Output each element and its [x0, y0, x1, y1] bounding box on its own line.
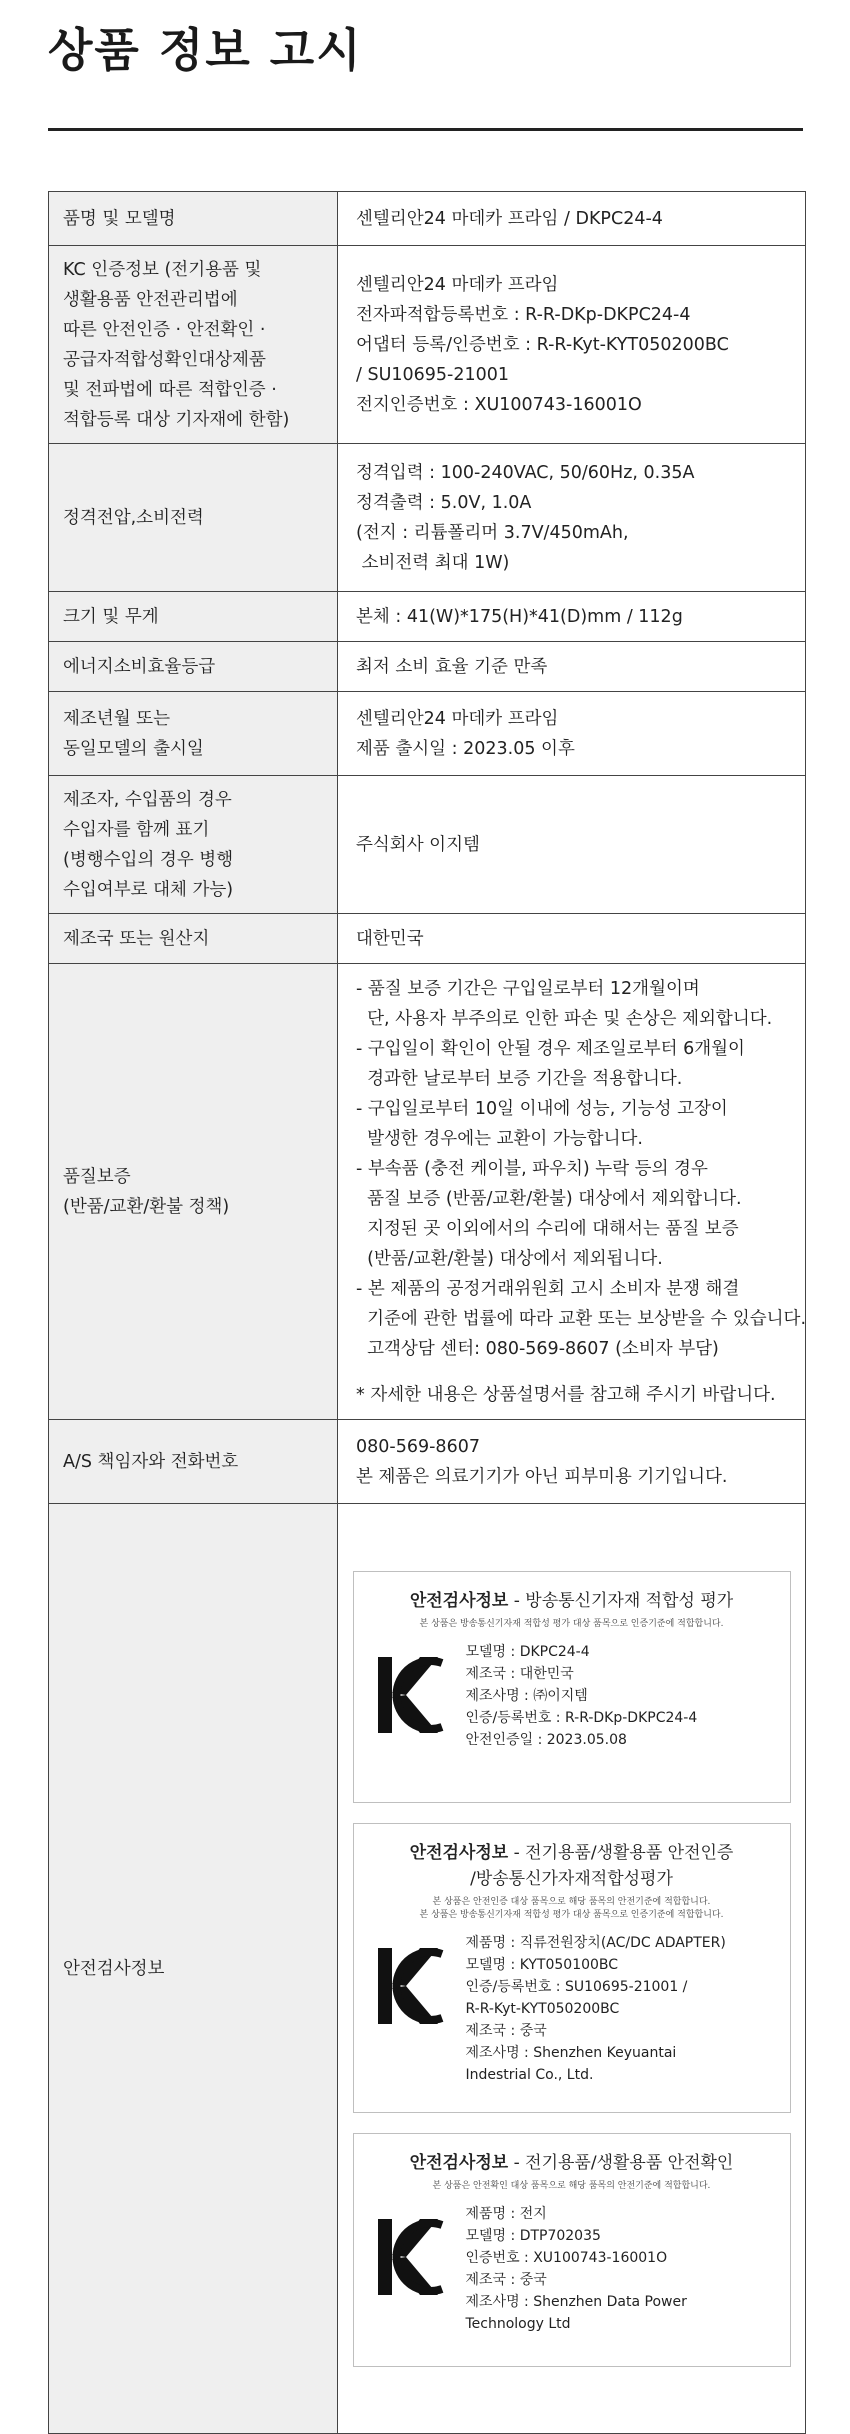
row-label: 안전검사정보	[49, 1504, 338, 2434]
table-row	[49, 642, 806, 692]
product-info-table	[48, 191, 806, 2434]
row-label: 제조국 또는 원산지	[49, 914, 338, 964]
row-value: 본체 : 41(W)*175(H)*41(D)mm / 112g	[338, 592, 806, 642]
row-label: 제조년월 또는 동일모델의 출시일	[49, 692, 338, 776]
row-value: 센텔리안24 마데카 프라임 제품 출시일 : 2023.05 이후	[338, 692, 806, 776]
row-value: 정격입력 : 100-240VAC, 50/60Hz, 0.35A 정격출력 : 5.0V, 1.0A (전지 : 리튬폴리머 3.7V/450mAh, 소비전력 최대 1W)	[338, 444, 806, 592]
kc-mark-icon	[376, 1940, 444, 2032]
row-value: 최저 소비 효율 기준 만족	[338, 642, 806, 692]
kc-mark-icon	[376, 2211, 444, 2303]
row-label: 제조자, 수입품의 경우 수입자를 함께 표기 (병행수입의 경우 병행 수입여부로 대체 가능)	[49, 776, 338, 914]
row-label: 에너지소비효율등급	[49, 642, 338, 692]
row-label: 정격전압,소비전력	[49, 444, 338, 592]
row-label: 크기 및 무게	[49, 592, 338, 642]
page-title: 상품 정보 고시	[48, 23, 363, 77]
row-label: 품질보증 (반품/교환/환불 정책)	[49, 964, 338, 1420]
table-row	[49, 246, 806, 444]
table-row	[49, 592, 806, 642]
table-row	[49, 1504, 806, 2434]
safety-card-broadcast: 안전검사정보 - 방송통신기자재 적합성 평가 본 상품은 방송통신기자재 적합성 평가 대상 품목으로 인증기준에 적합합니다. 모델명 : DKPC24-4 제조국 : 대한민국 제조사명 : ㈜이지템 인증/등록번호 : R-R-DKp-DKPC24-4 안전인증일 : 2023.05.08	[353, 1571, 791, 1803]
row-value: 080-569-8607 본 제품은 의료기기가 아닌 피부미용 기기입니다.	[338, 1420, 806, 1504]
quality-note: * 자세한 내용은 상품설명서를 참고해 주시기 바랍니다.	[356, 1384, 776, 1405]
quality-policy: - 품질 보증 기간은 구입일로부터 12개월이며 단, 사용자 부주의로 인한 파손 및 손상은 제외합니다. - 구입일이 확인이 안될 경우 제조일로부터 6개월이 경과한 날로부터 보증 기간을 적용합니다. - 구입일로부터 10일 이내에 성능, 기능성 고장이 발생한 경우에는 교환이 가능합니다. - 부속품 (충전 케이블, 파우치) 누락 등의 경우 품질 보증 (반품/교환/환불) 대상에서 제외합니다. 지정된 곳 이외에서의 수리에 대해서는 품질 보증 (반품/교환/환불) 대상에서 제외됩니다. - 본 제품의 공정거래위원회 고시 소비자 분쟁 해결 기준에 관한 법률에 따라 교환 또는 보상받을 수 있습니다. 고객상담 센터: 080-569-8607 (소비자 부담) * 자세한 내용은 상품설명서를 참고해 주시기 바랍니다.	[338, 964, 806, 1420]
table-row	[49, 192, 806, 246]
table-row	[49, 964, 806, 1420]
table-row	[49, 444, 806, 592]
row-value: 주식회사 이지템	[338, 776, 806, 914]
row-value: 센텔리안24 마데카 프라임 전자파적합등록번호 : R-R-DKp-DKPC24-4 어댑터 등록/인증번호 : R-R-Kyt-KYT050200BC / SU10695-21001 전지인증번호 : XU100743-16001O	[338, 246, 806, 444]
table-row	[49, 1420, 806, 1504]
table-row	[49, 692, 806, 776]
row-value: 대한민국	[338, 914, 806, 964]
title-divider	[48, 128, 803, 131]
kc-mark-icon	[376, 1649, 444, 1741]
row-label: 품명 및 모델명	[49, 192, 338, 246]
safety-card-battery: 안전검사정보 - 전기용품/생활용품 안전확인 본 상품은 안전확인 대상 품목으로 해당 품목의 안전기준에 적합합니다. 제품명 : 전지 모델명 : DTP702035 인증번호 : XU100743-16001O 제조국 : 중국 제조사명 : Shenzhen Data Power Technology Ltd	[353, 2133, 791, 2367]
safety-card-adapter: 안전검사정보 - 전기용품/생활용품 안전인증 /방송통신가자재적합성평가 본 상품은 안전인증 대상 품목으로 해당 품목의 안전기준에 적합합니다. 본 상품은 방송통신기자재 적합성 평가 대상 품목으로 인증기준에 적합합니다. 제품명 : 직류전원장치(AC/DC ADAPTER) 모델명 : KYT050100BC 인증/등록번호 : SU10695-21001 / R-R-Kyt-KYT050200BC 제조국 : 중국 제조사명 : Shenzhen Keyuantai Indestrial Co., Ltd.	[353, 1823, 791, 2113]
safety-info-cards	[338, 1504, 806, 2434]
table-row	[49, 776, 806, 914]
row-value: 센텔리안24 마데카 프라임 / DKPC24-4	[338, 192, 806, 246]
table-row	[49, 914, 806, 964]
row-label: KC 인증정보 (전기용품 및 생활용품 안전관리법에 따른 안전인증 · 안전확인 · 공급자적합성확인대상제품 및 전파법에 따른 적합인증 · 적합등록 대상 기자재에 한함)	[49, 246, 338, 444]
row-label: A/S 책임자와 전화번호	[49, 1420, 338, 1504]
